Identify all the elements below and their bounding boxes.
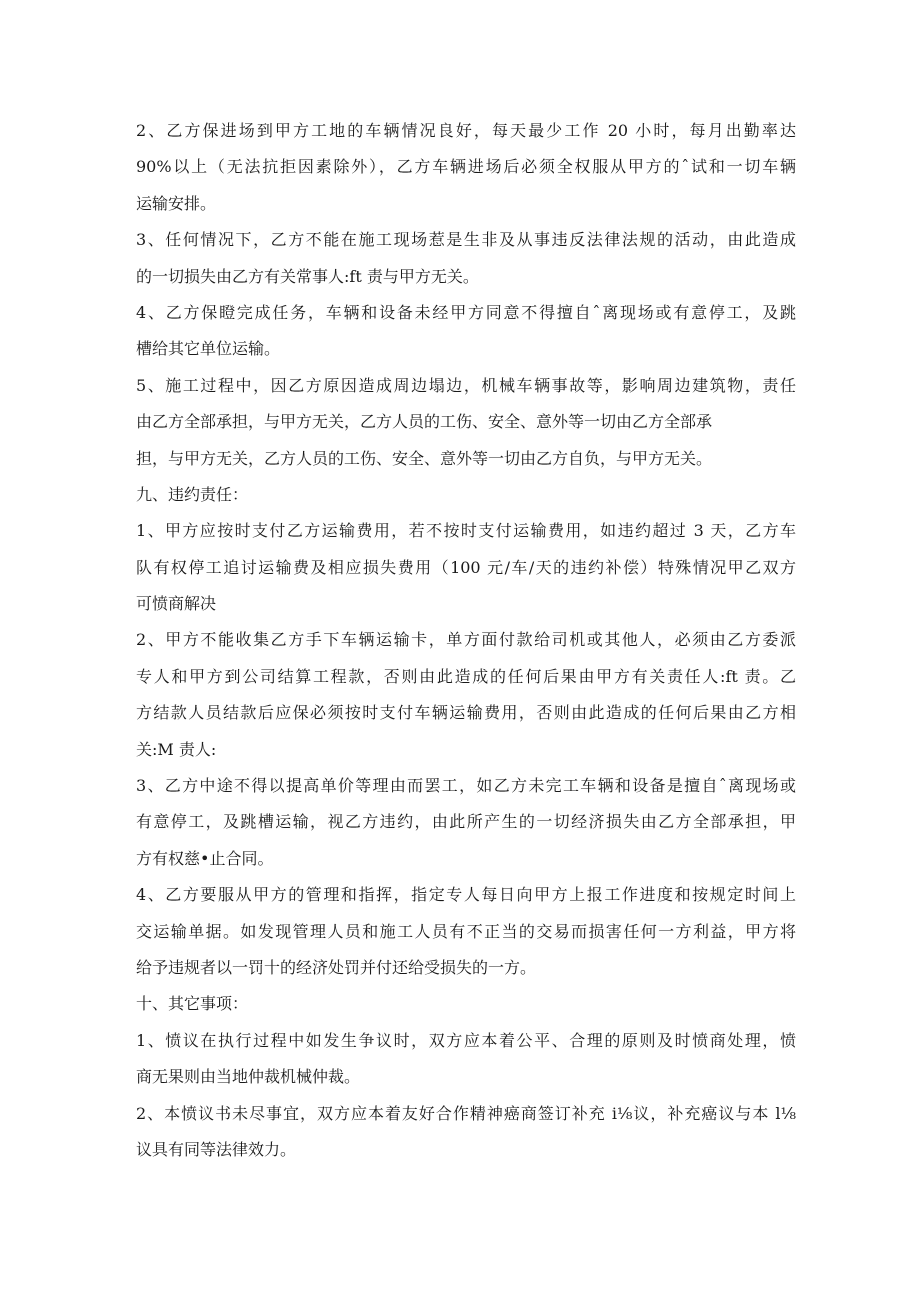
text-line: 的一切损失由乙方有关常事人:ft 责与甲方无关。 [136, 266, 479, 286]
text-line: 可愤商解决 [136, 594, 217, 614]
text-line: 十、其它事项： [136, 994, 249, 1014]
text-line: 商无果则由当地仲裁机械仲裁。 [136, 1067, 361, 1087]
text-line: 专人和甲方到公司结算工程款，否则由此造成的任何后果由甲方有关责任人:ft 责。乙 [136, 666, 796, 686]
text-line: 给予违规者以一罚十的经济处罚并付还给受损失的一方。 [136, 957, 537, 977]
text-line: 方有权慈•止合同。 [136, 848, 274, 868]
text-line: 90%以上（无法抗拒因素除外），乙方车辆进场后必须全权服从甲方的ˆ试和一切车辆 [136, 157, 796, 177]
contract-text-body [136, 113, 796, 1168]
text-line: 2、甲方不能收集乙方手下车辆运输卡，单方面付款给司机或其他人，必须由乙方委派 [136, 630, 796, 650]
text-line: 九、违约责任： [136, 484, 249, 504]
text-line: 4、乙方要服从甲方的管理和指挥，指定专人每日向甲方上报工作进度和按规定时间上 [136, 885, 796, 905]
text-line: 3、任何情况下，乙方不能在施工现场惹是生非及从事违反法律法规的活动，由此造成 [136, 230, 796, 250]
text-line: 担，与甲方无关，乙方人员的工伤、安全、意外等一切由乙方自负，与甲方无关。 [136, 448, 713, 468]
text-line: 关:M 责人: [136, 739, 217, 759]
text-line: 3、乙方中途不得以提高单价等理由而罢工，如乙方未完工车辆和设备是擅自ˆ离现场或 [136, 776, 796, 796]
text-line: 槽给其它单位运输。 [136, 339, 281, 359]
text-line: 5、施工过程中，因乙方原因造成周边塌边，机械车辆事故等，影响周边建筑物，责任 [136, 375, 796, 395]
text-line: 有意停工，及跳槽运输，视乙方违约，由此所产生的一切经济损失由乙方全部承担，甲 [136, 812, 796, 832]
text-line: 运输安排。 [136, 193, 217, 213]
text-line: 由乙方全部承担，与甲方无关，乙方人员的工伤、安全、意外等一切由乙方全部承 [136, 412, 713, 432]
text-line: 1、愤议在执行过程中如发生争议时，双方应本着公平、合理的原则及时愤商处理，愤 [136, 1030, 796, 1050]
text-line: 交运输单据。如发现管理人员和施工人员有不正当的交易而损害任何一方利益，甲方将 [136, 921, 796, 941]
text-line: 议具有同等法律效力。 [136, 1139, 297, 1159]
text-line: 4、乙方保瞪完成任务，车辆和设备未经甲方同意不得擅自ˆ离现场或有意停工，及跳 [136, 302, 796, 322]
text-line: 1、甲方应按时支付乙方运输费用，若不按时支付运输费用，如违约超过 3 天，乙方车 [136, 521, 796, 541]
text-line: 2、乙方保进场到甲方工地的车辆情况良好，每天最少工作 20 小时，每月出勤率达 [136, 121, 796, 140]
text-line: 2、本愤议书未尽事宜，双方应本着友好合作精神癌商签订补充 i⅛议，补充癌议与本 l⅛ [136, 1103, 796, 1123]
text-line: 队有权停工追讨运输费及相应损失费用（100 元/车/天的违约补偿）特殊情况甲乙双方 [136, 557, 796, 577]
text-line: 方结款人员结款后应保必须按时支付车辆运输费用，否则由此造成的任何后果由乙方相 [136, 703, 796, 723]
